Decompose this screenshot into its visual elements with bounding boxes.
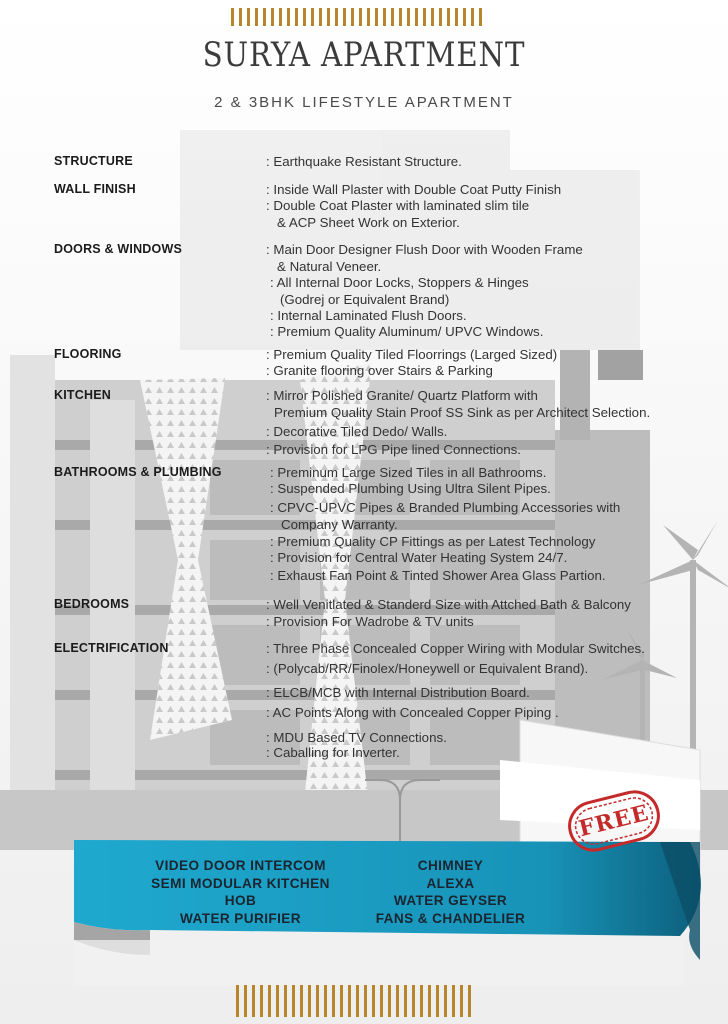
- amenity-item: ALEXA: [426, 875, 475, 891]
- amenity-item: FANS & CHANDELIER: [375, 910, 526, 926]
- spec-item: : Provision For Wadrobe & TV units: [266, 614, 474, 629]
- amenity-item: WATER PURIFIER: [180, 910, 301, 926]
- amenity-item: HOB: [224, 893, 257, 908]
- spec-label: STRUCTURE: [54, 154, 133, 168]
- gold-stripes-top: [231, 8, 482, 26]
- spec-item: : ELCB/MCB with Internal Distribution Board.: [266, 685, 530, 700]
- spec-item: : All Internal Door Locks, Stoppers & Hinges (Godrej or Equivalent Brand): [270, 275, 529, 307]
- spec-label: DOORS & WINDOWS: [54, 242, 182, 256]
- gold-stripes-bottom: [236, 985, 471, 1017]
- spec-item: : Earthquake Resistant Structure.: [266, 154, 462, 169]
- spec-item: : Premium Quality Aluminum/ UPVC Windows.: [270, 324, 544, 339]
- spec-item: : Suspended Plumbing Using Ultra Silent Pipes.: [270, 481, 551, 496]
- stamp-label: FREE: [576, 799, 652, 843]
- page-subtitle: 2 & 3BHK LIFESTYLE APARTMENT: [214, 94, 514, 111]
- spec-item: : Caballing for Inverter.: [266, 745, 400, 760]
- amenity-item: WATER GEYSER: [393, 893, 508, 908]
- spec-item: : Granite flooring over Stairs & Parking: [266, 363, 493, 378]
- spec-item: : Well Venitlated & Standerd Size with Attched Bath & Balcony: [266, 597, 631, 612]
- amenity-item: SEMI MODULAR KITCHEN: [151, 875, 330, 891]
- spec-item: : (Polycab/RR/Finolex/Honeywell or Equivalent Brand).: [266, 661, 589, 676]
- spec-item: : Provision for LPG Pipe lined Connections.: [266, 442, 521, 457]
- spec-item: : Premium Quality CP Fittings as per Latest Technology: [270, 534, 596, 549]
- spec-label: BATHROOMS & PLUMBING: [54, 465, 222, 479]
- page-title: SURYA APARTMENT: [202, 35, 526, 75]
- spec-label: WALL FINISH: [54, 182, 136, 196]
- spec-item: : MDU Based TV Connections.: [266, 730, 447, 745]
- spec-item: : Premium Quality Tiled Floorrings (Larged Sized): [266, 347, 558, 362]
- spec-label: BEDROOMS: [54, 597, 130, 611]
- spec-item: : Internal Laminated Flush Doors.: [270, 308, 467, 323]
- spec-item: : Provision for Central Water Heating System 24/7.: [270, 550, 568, 565]
- spec-item: : Main Door Designer Flush Door with Wooden Frame & Natural Veneer.: [266, 242, 583, 274]
- amenities-right: [358, 857, 543, 927]
- amenity-item: CHIMNEY: [417, 858, 484, 873]
- spec-item: : Preminum Large Sized Tiles in all Bathrooms.: [270, 465, 547, 480]
- amenity-item: VIDEO DOOR INTERCOM: [155, 858, 326, 873]
- spec-item: : Inside Wall Plaster with Double Coat Putty Finish: [266, 182, 562, 197]
- spec-item: : Double Coat Plaster with laminated slim tile & ACP Sheet Work on Exterior.: [266, 198, 530, 230]
- spec-label: FLOORING: [54, 347, 122, 361]
- spec-item: : Decorative Tiled Dedo/ Walls.: [266, 424, 448, 439]
- amenities-left: [128, 857, 353, 927]
- spec-item: : Three Phase Concealed Copper Wiring with Modular Switches.: [266, 641, 645, 656]
- spec-item: : CPVC-UPVC Pipes & Branded Plumbing Accessories with Company Warranty.: [270, 500, 621, 532]
- spec-label: KITCHEN: [54, 388, 111, 402]
- spec-item: : Exhaust Fan Point & Tinted Shower Area Glass Partion.: [270, 568, 606, 583]
- spec-label: ELECTRIFICATION: [54, 641, 169, 655]
- spec-item: : AC Points Along with Concealed Copper Piping .: [266, 705, 559, 720]
- spec-item: : Mirror Polished Granite/ Quartz Platform with Premium Quality Stain Proof SS Sink as per Architect Selection.: [266, 388, 651, 420]
